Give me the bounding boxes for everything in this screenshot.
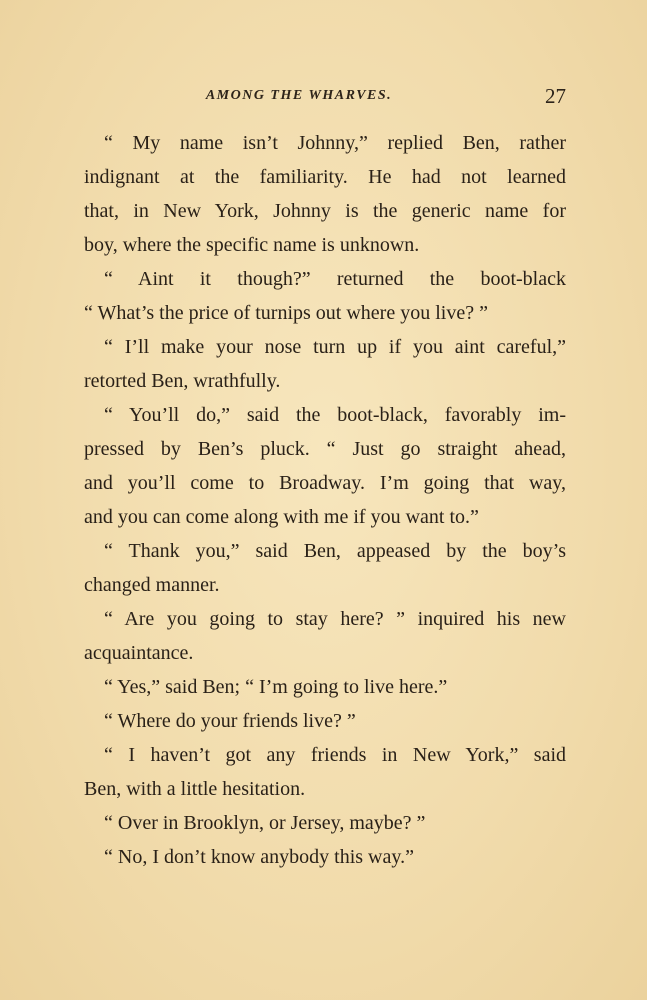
- text-line: and you’ll come to Broadway. I’m going that way,: [84, 472, 566, 494]
- text-line: “ I’ll make your nose turn up if you aint careful,”: [104, 336, 566, 358]
- text-line: retorted Ben, wrathfully.: [84, 370, 281, 392]
- text-line: pressed by Ben’s pluck. “ Just go straight ahead,: [84, 438, 566, 460]
- running-title: AMONG THE WHARVES.: [205, 88, 393, 103]
- text-line: “ My name isn’t Johnny,” replied Ben, rather: [104, 132, 566, 154]
- text-line: “ I haven’t got any friends in New York,” said: [104, 744, 566, 766]
- text-line: acquaintance.: [84, 642, 194, 664]
- text-line: and you can come along with me if you want to.”: [84, 506, 479, 528]
- text-line: “ Where do your friends live? ”: [104, 710, 356, 732]
- page-number: 27: [545, 84, 566, 108]
- text-line: “ Over in Brooklyn, or Jersey, maybe? ”: [104, 812, 426, 834]
- text-line: “ You’ll do,” said the boot-black, favorably im-: [104, 404, 566, 426]
- text-line: “ Aint it though?” returned the boot-black: [104, 268, 566, 290]
- text-line: “ Yes,” said Ben; “ I’m going to live here.”: [104, 676, 448, 698]
- text-line: Ben, with a little hesitation.: [84, 778, 306, 800]
- text-line: that, in New York, Johnny is the generic name for: [84, 200, 566, 222]
- text-line: “ Are you going to stay here? ” inquired his new: [104, 608, 566, 630]
- text-line: “ What’s the price of turnips out where you live? ”: [84, 302, 488, 324]
- body-text: [84, 126, 566, 874]
- text-line: indignant at the familiarity. He had not learned: [84, 166, 566, 188]
- running-head: [84, 84, 566, 108]
- text-line: changed manner.: [84, 574, 220, 596]
- text-line: “ No, I don’t know anybody this way.”: [104, 846, 414, 868]
- text-line: “ Thank you,” said Ben, appeased by the boy’s: [104, 540, 566, 562]
- text-line: boy, where the specific name is unknown.: [84, 234, 420, 256]
